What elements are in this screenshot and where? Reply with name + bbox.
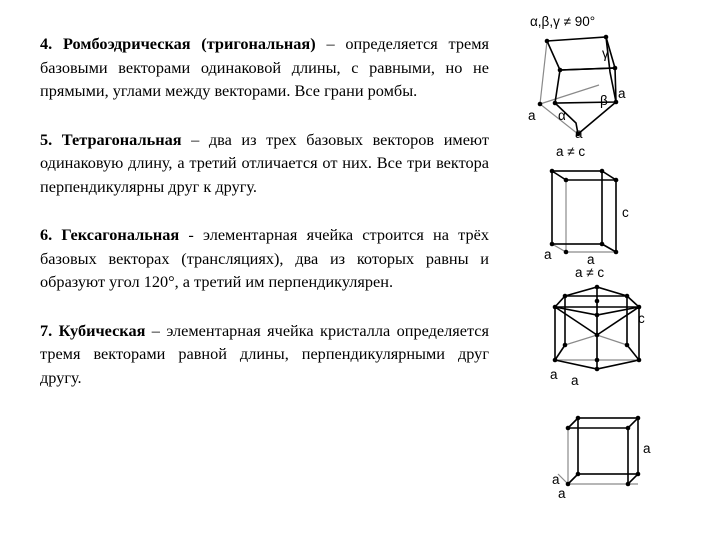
visible-edge [578,102,616,134]
bottom-edge [555,345,565,360]
hidden-edge [552,244,616,252]
paragraph-number: 4. [40,34,53,53]
tetragonal-condition-label: a ≠ c [556,144,586,159]
a-left-label: a [550,367,558,382]
paragraph-tetragonal [40,128,489,199]
tetragonal-cell-diagram [528,140,638,265]
rhombohedral-figure [520,10,640,141]
beta-angle-label: β [600,93,608,108]
a-left-label: a [552,472,560,487]
paragraph-number: 5. [40,129,53,149]
paragraph-number: 6. [40,225,53,244]
a-left-label: a [528,108,536,123]
paragraph-cubic [40,319,489,390]
bottom-edge [627,345,639,360]
lattice-points [550,169,619,255]
top-face [552,171,616,180]
rhombohedral-condition-label: α,β,γ ≠ 90° [530,14,596,29]
a-bottom-label: a [575,126,583,141]
paragraph-rhombohedral [40,32,489,103]
cubic-figure [540,400,665,500]
paragraph-term: Кубическая [58,320,146,340]
hexagonal-figure [535,265,650,390]
paragraph-body: – два из трех базовых векторов имеют одинаковую длину, а третий отличается от них. Все три вектора перпендикулярны друг к другу. [40,129,489,196]
text-column [40,32,489,414]
c-label: c [638,311,645,326]
hexagonal-condition-label: a ≠ c [575,265,605,280]
a-left-label: a [544,247,552,262]
paragraph-body: - элементарная ячейка строится на трёх базовых векторах (трансляциях), два из которых равны и образуют угол 120°, а третий им перпендикулярен. [40,225,489,291]
paragraph-body: – определяется тремя базовыми векторами одинаковой длины, с равными, но не прямыми, углами между векторами. Все грани ромбы. [40,34,490,100]
paragraph-term: Тетрагональная [61,129,182,149]
paragraph-body: – элементарная ячейка кристалла определяется тремя векторами равной длины, перпендикулярными друг другу. [40,320,489,387]
alpha-angle-label: α [558,108,566,123]
paragraph-number: 7. [40,320,53,340]
paragraph-term: Ромбоэдрическая (тригональная) [63,34,316,53]
visible-edge [602,180,616,252]
paragraph-hexagonal [40,223,489,294]
tetragonal-figure [528,140,638,265]
gamma-angle-label: γ [602,46,609,61]
paragraph-term: Гексагональная [61,225,180,244]
hexagonal-cell-diagram [535,265,650,390]
a-right-label: a [643,441,651,456]
front-face [552,171,602,244]
a-bottom-label: a [558,486,566,501]
c-label: c [622,205,629,220]
a-bottom-label: a [571,373,579,388]
rhombohedral-cell-diagram [520,10,640,141]
a-bottom-label: a [587,252,595,267]
cubic-cell-diagram [540,400,665,500]
a-right-label: a [618,86,626,101]
lattice-points [566,416,641,487]
hidden-edge [540,85,599,104]
